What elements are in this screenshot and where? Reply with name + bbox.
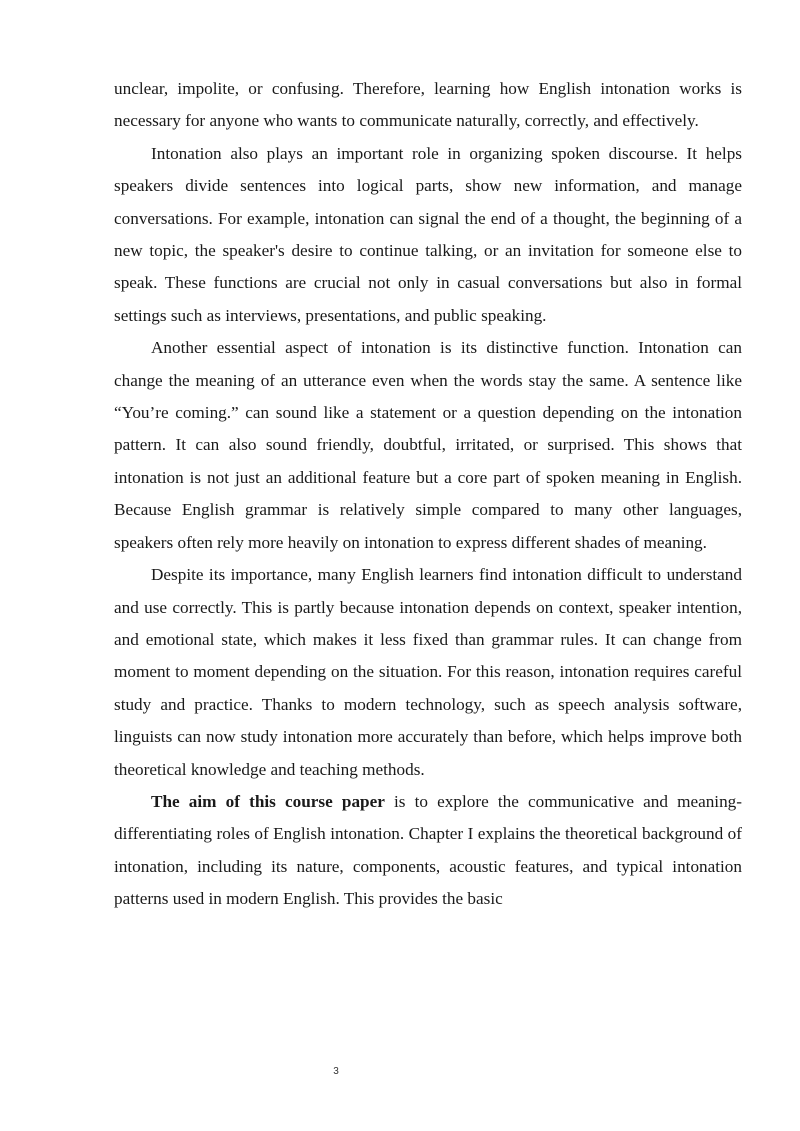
paragraph-continuation: unclear, impolite, or confusing. Therefore, learning how English intonation works is necessary for anyone who wants to communicate naturally, correctly, and effectively.: [114, 79, 742, 131]
aim-text: is to explore the communicative and meaning-differentiating roles of English intonation. Chapter I explains the theoretical background of intonation, including its nature, components, acoustic features, and typical intonation patterns used in modern English. This provides the basic: [114, 791, 742, 909]
paragraph-discourse: Intonation also plays an important role in organizing spoken discourse. It helps speakers divide sentences into logical parts, show new information, and manage conversations. For example, intonation can signal the end of a thought, the beginning of a new topic, the speaker's desire to continue talking, or an invitation for someone else to speak. These functions are crucial not only in casual conversations but also in formal settings such as interviews, presentations, and public speaking.: [114, 143, 742, 325]
page-number: 3: [333, 1066, 339, 1077]
paragraph-distinctive-function: Another essential aspect of intonation is its distinctive function. Intonation can change the meaning of an utterance even when the words stay the same. A sentence like “You’re coming.” can sound like a statement or a question depending on the intonation pattern. It can also sound friendly, doubtful, irritated, or surprised. This shows that intonation is not just an additional feature but a core part of spoken meaning in English. Because English grammar is relatively simple compared to many other languages, speakers often rely more heavily on intonation to express different shades of meaning.: [114, 338, 742, 552]
aim-heading-bold: The aim of this course paper: [151, 791, 385, 811]
paragraph-learner-difficulty: Despite its importance, many English learners find intonation difficult to understand and use correctly. This is partly because intonation depends on context, speaker intention, and emotional state, which makes it less fixed than grammar rules. It can change from moment to moment depending on the situation. For this reason, intonation requires careful study and practice. Thanks to modern technology, such as speech analysis software, linguists can now study intonation more accurately than before, which helps improve both theoretical knowledge and teaching methods.: [114, 565, 742, 779]
document-body: [114, 73, 742, 916]
paragraph-aim: [114, 786, 742, 916]
